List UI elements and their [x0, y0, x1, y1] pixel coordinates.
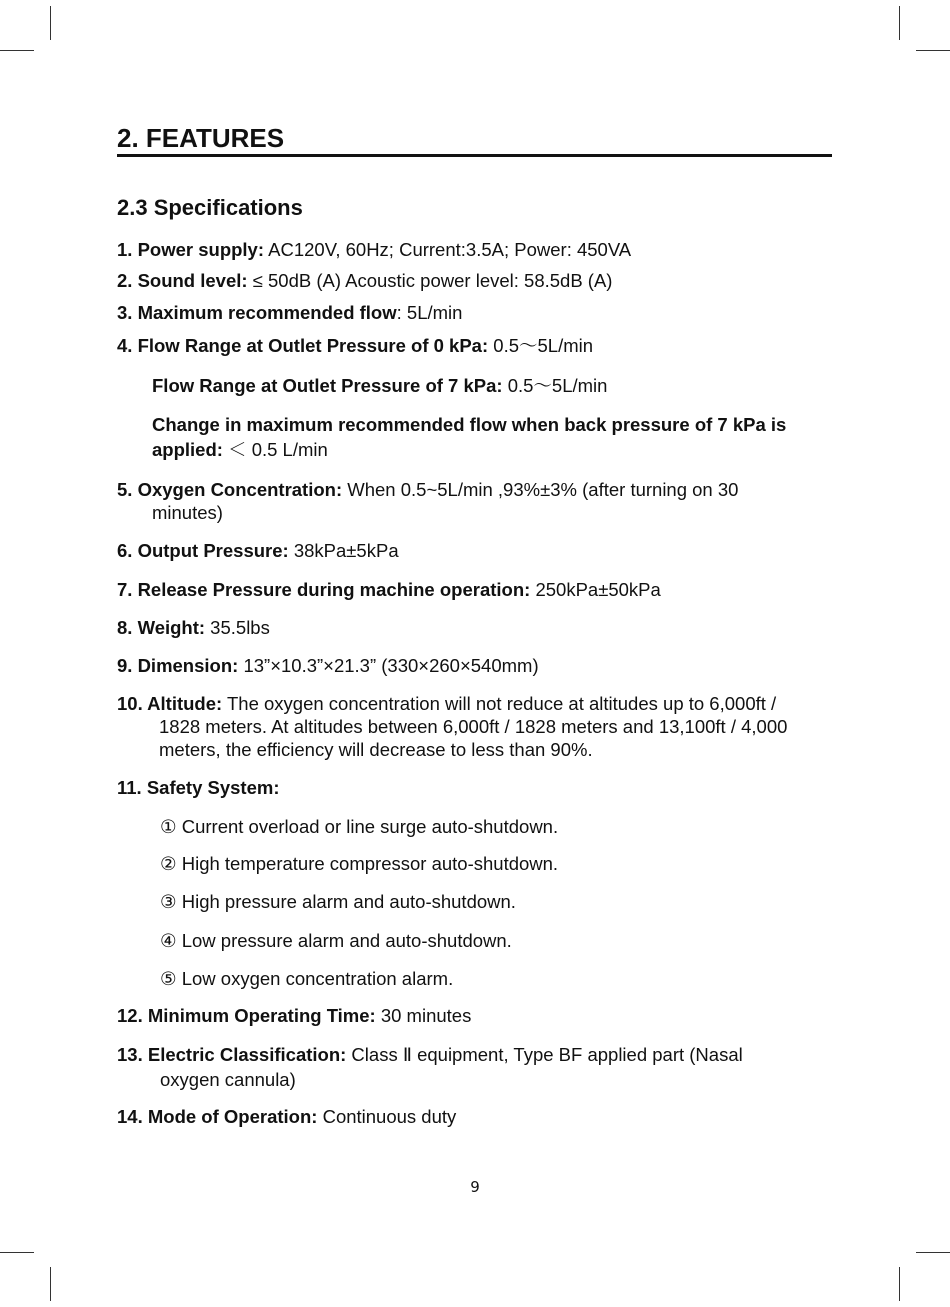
crop-mark — [916, 50, 950, 51]
spec-value: 0.5～5L/min — [502, 375, 608, 396]
spec-value: 30 minutes — [375, 1005, 472, 1026]
crop-mark — [916, 1252, 950, 1253]
spec-label: 14. Mode of Operation: — [117, 1106, 318, 1127]
crop-mark — [0, 1252, 34, 1253]
spec-safety-system — [117, 776, 279, 800]
spec-label: 10. Altitude: — [117, 693, 223, 714]
section-heading: 2.3 Specifications — [117, 195, 303, 220]
safety-item — [160, 890, 516, 914]
spec-weight — [117, 616, 270, 640]
spec-value: ⑤ Low oxygen concentration alarm. — [160, 968, 454, 989]
spec-label: 5. Oxygen Concentration: — [117, 479, 343, 500]
spec-label: 9. Dimension: — [117, 655, 239, 676]
spec-output-pressure — [117, 539, 399, 563]
crop-mark — [0, 50, 34, 51]
spec-value: meters, the efficiency will decrease to less than 90%. — [159, 739, 593, 760]
spec-label: applied: — [152, 439, 223, 460]
spec-mode-of-operation — [117, 1105, 456, 1129]
spec-power-supply — [117, 238, 631, 262]
spec-value: AC120V, 60Hz; Current:3.5A; Power: 450VA — [264, 239, 632, 260]
spec-electric-classification — [117, 1043, 743, 1067]
spec-value: ③ High pressure alarm and auto-shutdown. — [160, 891, 516, 912]
spec-value: Continuous duty — [317, 1106, 457, 1127]
spec-label: 3. Maximum recommended flow — [117, 302, 397, 323]
spec-sound-level — [117, 269, 612, 293]
spec-value: : 5L/min — [396, 302, 463, 323]
spec-label: 2. Sound level: — [117, 270, 248, 291]
spec-flow-range-7kpa — [152, 374, 607, 398]
spec-min-operating-time — [117, 1004, 471, 1028]
safety-item — [160, 852, 558, 876]
spec-value: 13”×10.3”×21.3” (330×260×540mm) — [238, 655, 539, 676]
spec-label: 6. Output Pressure: — [117, 540, 289, 561]
crop-mark — [899, 6, 900, 40]
safety-item — [160, 815, 558, 839]
spec-label: 12. Minimum Operating Time: — [117, 1005, 376, 1026]
spec-value: oxygen cannula) — [160, 1069, 296, 1090]
spec-max-flow — [117, 301, 462, 325]
spec-value: 35.5lbs — [205, 617, 270, 638]
spec-label: 11. Safety System: — [117, 777, 280, 798]
spec-altitude — [117, 692, 776, 716]
spec-value: minutes) — [152, 502, 223, 523]
safety-item — [160, 929, 512, 953]
spec-release-pressure — [117, 578, 661, 602]
crop-mark — [50, 6, 51, 40]
spec-label: 7. Release Pressure during machine operation: — [117, 579, 531, 600]
spec-label: 1. Power supply: — [117, 239, 265, 260]
spec-label: Change in maximum recommended flow when back pressure of 7 kPa is — [152, 414, 787, 435]
spec-value: ④ Low pressure alarm and auto-shutdown. — [160, 930, 512, 951]
spec-label: 13. Electric Classification: — [117, 1044, 347, 1065]
spec-altitude-cont — [159, 738, 593, 762]
spec-flow-change — [152, 413, 786, 437]
spec-value: Class Ⅱ equipment, Type BF applied part (Nasal — [346, 1044, 743, 1065]
spec-value: ≤ 50dB (A) Acoustic power level: 58.5dB (A) — [247, 270, 613, 291]
crop-mark — [899, 1267, 900, 1301]
spec-value: ① Current overload or line surge auto-shutdown. — [160, 816, 559, 837]
spec-electric-classification-cont — [160, 1068, 296, 1092]
spec-value: 0.5～5L/min — [488, 335, 594, 356]
spec-value: ＜ 0.5 L/min — [222, 439, 328, 460]
spec-oxygen-concentration — [117, 478, 738, 502]
spec-label: 4. Flow Range at Outlet Pressure of 0 kPa: — [117, 335, 489, 356]
spec-dimension — [117, 654, 539, 678]
crop-mark — [50, 1267, 51, 1301]
spec-oxygen-concentration-cont — [152, 501, 223, 525]
spec-value: 1828 meters. At altitudes between 6,000ft / 1828 meters and 13,100ft / 4,000 — [159, 716, 788, 737]
spec-altitude-cont — [159, 715, 787, 739]
page-number: 9 — [470, 1178, 480, 1196]
page-title: 2. FEATURES — [117, 122, 832, 157]
spec-label: 8. Weight: — [117, 617, 206, 638]
safety-item — [160, 967, 453, 991]
spec-label: Flow Range at Outlet Pressure of 7 kPa: — [152, 375, 503, 396]
spec-flow-change-cont — [152, 438, 328, 462]
spec-flow-range-0kpa — [117, 334, 593, 358]
spec-value: 38kPa±5kPa — [288, 540, 399, 561]
spec-value: ② High temperature compressor auto-shutdown. — [160, 853, 559, 874]
spec-value: When 0.5~5L/min ,93%±3% (after turning on 30 — [342, 479, 739, 500]
spec-value: The oxygen concentration will not reduce at altitudes up to 6,000ft / — [222, 693, 777, 714]
spec-value: 250kPa±50kPa — [530, 579, 661, 600]
